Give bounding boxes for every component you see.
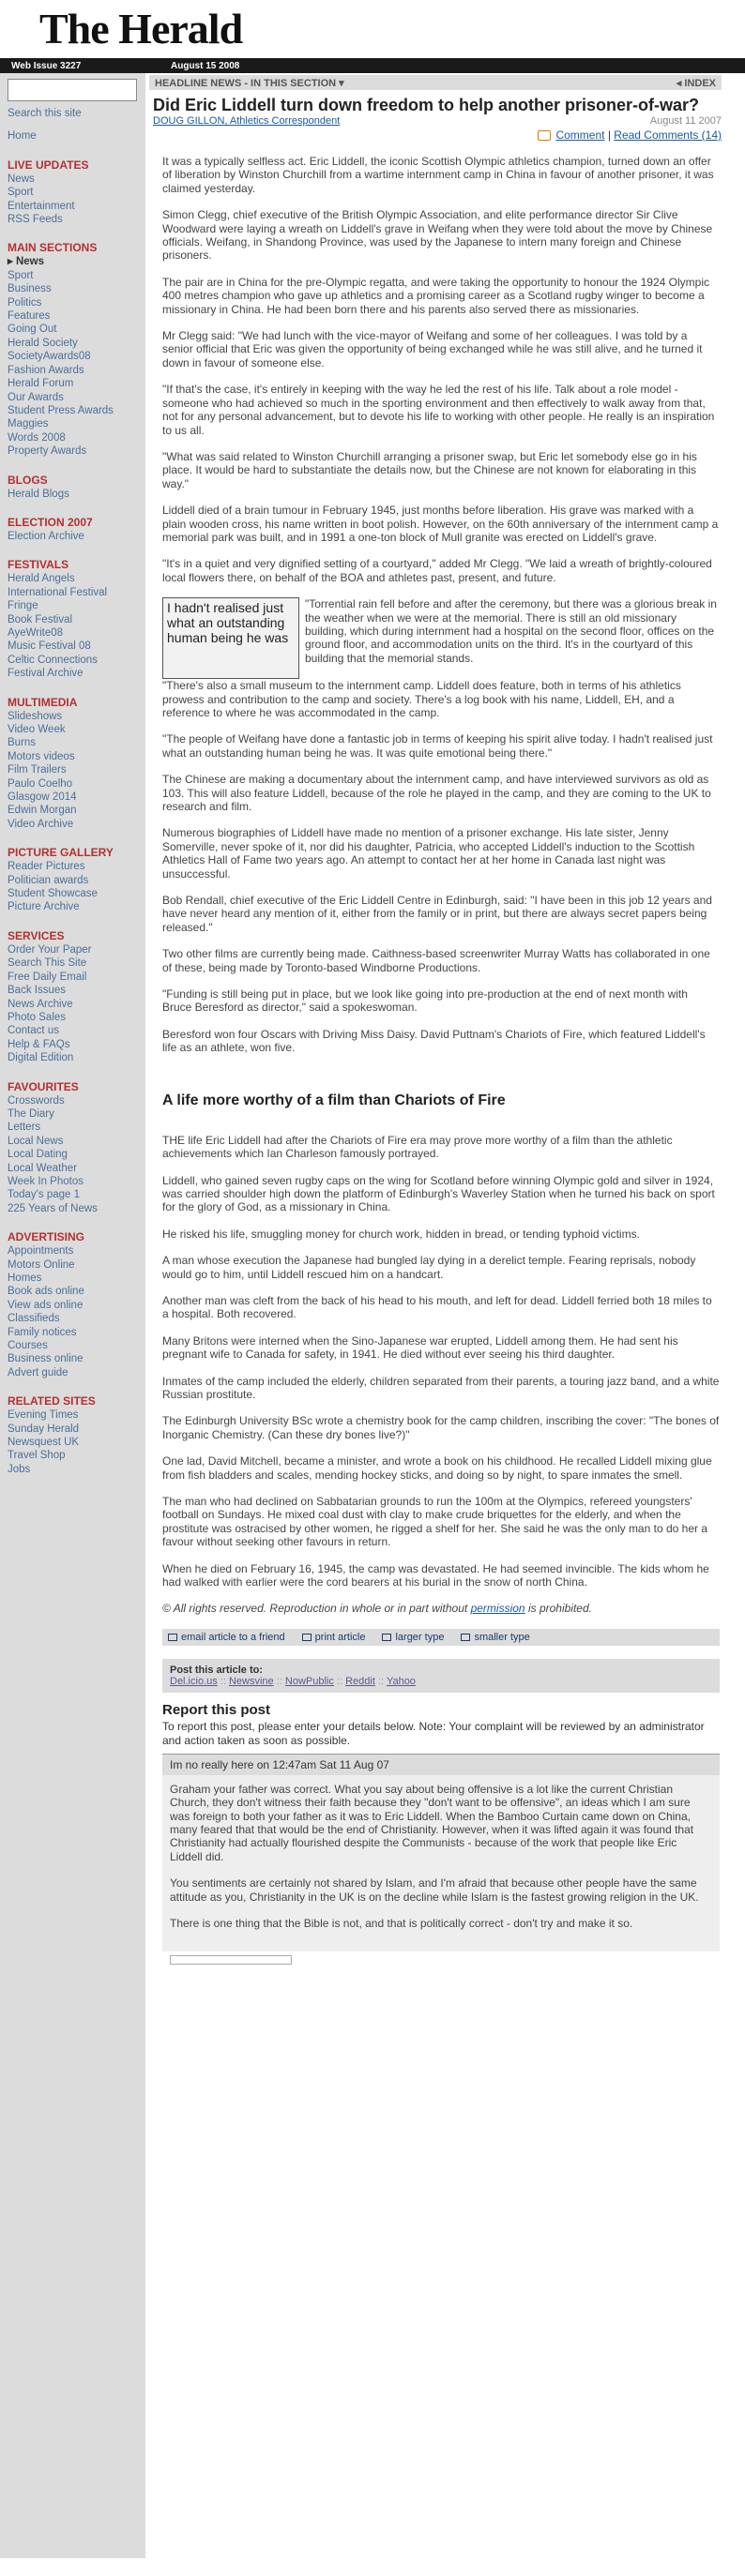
sidebar-item-week-in-photos[interactable]: Week In Photos	[8, 1175, 84, 1187]
share-separator: ::	[217, 1675, 229, 1687]
article-paragraph: "Torrential rain fell before and after the ceremony, but there was a glorious break in the weather when we were at the memorial. There is still an old missionary building, which during internment had a hospital on the second floor, offices on the ground floor, and accommodation units on the third. It's in the courtyard of this building that the memorial stands.	[305, 597, 717, 665]
sidebar-item-ayewrite08[interactable]: AyeWrite08	[8, 626, 64, 639]
section-bar	[149, 75, 722, 90]
sidebar-item-our-awards[interactable]: Our Awards	[8, 391, 64, 403]
share-links	[170, 1676, 712, 1687]
sidebar-item-election-archive[interactable]: Election Archive	[8, 530, 84, 542]
larger-type-button[interactable]	[382, 1632, 444, 1643]
sidebar-item-news[interactable]: News	[8, 173, 35, 185]
article-paragraph: "Funding is still being put in place, but we look like going into pre-production at the end of next month with Bruce Beresford as director," said a spokeswoman.	[162, 987, 688, 1015]
sidebar-item-crosswords[interactable]: Crosswords	[8, 1094, 65, 1107]
sidebar-heading-election-2007: ELECTION 2007	[8, 515, 93, 529]
sidebar-item-celtic-connections[interactable]: Celtic Connections	[8, 654, 98, 666]
sidebar-item-homes[interactable]: Homes	[8, 1273, 42, 1284]
sidebar-item-politician-awards[interactable]: Politician awards	[8, 874, 89, 886]
sidebar-item-paulo-coelho[interactable]: Paulo Coelho	[8, 777, 73, 790]
permission-link[interactable]: permission	[470, 1602, 525, 1616]
article-paragraph: "There's also a small museum to the internment camp. Liddell does feature, both in terms of his athletics prowess and contribution to the camp and society. There's a log book with his name, Liddell, EH, and a reference to where he was accommodated in the camp.	[162, 679, 681, 719]
sidebar-item-sunday-herald[interactable]: Sunday Herald	[8, 1423, 80, 1435]
article-paragraph: It was a typically selfless act. Eric Liddell, the iconic Scottish Olympic athletics champion, turned down an offer of liberation by Winston Churchill from a wartime internment camp in China in favour of another prisoner, it was claimed yesterday.	[162, 155, 714, 195]
sidebar-item-maggies[interactable]: Maggies	[8, 418, 49, 430]
sidebar-heading-multimedia: MULTIMEDIA	[8, 695, 78, 709]
comment-paragraph: There is one thing that the Bible is not, and that is politically correct - don't try and make it so.	[170, 1917, 633, 1931]
sidebar-item-motors-online[interactable]: Motors Online	[8, 1258, 75, 1271]
sidebar-item-property-awards[interactable]: Property Awards	[8, 445, 87, 458]
sidebar-item-business[interactable]: Business	[8, 283, 52, 295]
sidebar-item-225-years-of-news[interactable]: 225 Years of News	[8, 1202, 98, 1214]
article-paragraph: The Edinburgh University BSc wrote a chemistry book for the camp children, inscribing the cover: "The bones of Inorganic Chemistry. (Can these dry bones live?)"	[162, 1414, 720, 1441]
main-content	[145, 73, 729, 2558]
larger-text-icon	[382, 1634, 391, 1641]
sidebar-item-business-online[interactable]: Business online	[8, 1353, 84, 1365]
share-link-del-icio-us[interactable]: Del.icio.us	[170, 1675, 218, 1687]
article-paragraph: THE life Eric Liddell had after the Chariots of Fire era may prove more worthy of a film than the athletic achievements which Ian Charleson famously portrayed.	[162, 1133, 673, 1161]
sidebar-item-photo-sales[interactable]: Photo Sales	[8, 1011, 67, 1023]
sidebar-item-festival-archive[interactable]: Festival Archive	[8, 668, 84, 680]
article-paragraph: He risked his life, smuggling money for church work, hidden in bread, or tending typhoid victims.	[162, 1227, 640, 1241]
index-link[interactable]: ◂ INDEX	[676, 77, 716, 89]
article-paragraph: Beresford won four Oscars with Driving Miss Daisy. David Puttnam's Chariots of Fire, which featured Liddell's life as an athlete, won five.	[162, 1027, 706, 1055]
author-link[interactable]: DOUG GILLON, Athletics Correspondent	[153, 115, 341, 127]
article-paragraphs	[162, 679, 720, 1055]
sidebar-item-entertainment[interactable]: Entertainment	[8, 200, 75, 212]
issue-date: August 15 2008	[171, 60, 240, 71]
sidebar-item-letters[interactable]: Letters	[8, 1122, 41, 1134]
sidebar-item-burns[interactable]: Burns	[8, 737, 37, 749]
sidebar-item-book-festival[interactable]: Book Festival	[8, 613, 73, 625]
email-article-label: email article to a friend	[181, 1631, 285, 1643]
article-paragraph: Liddell, who gained seven rugby caps on the wing for Scotland before winning Olympic gold and silver in 1924, was carried shoulder high down the platform of Edinburgh's Waverley Station when he turned his back on sport for the glory of God, as a missionary in China.	[162, 1173, 715, 1214]
comment-link[interactable]: Comment	[555, 128, 605, 142]
comment-paragraph: You sentiments are certainly not shared by Islam, and I'm afraid that because other people have the same attitude as you, Christianity in the UK is on the decline while Islam is the fastest growing religion in the UK.	[170, 1876, 699, 1904]
sidebar-heading-services: SERVICES	[8, 928, 65, 942]
article-paragraph: The Chinese are making a documentary about the internment camp, and have interviewed survivors as old as 103. This will also feature Liddell, because of the role he played in the camp, and they are coming to the UK to research and film.	[162, 773, 711, 813]
sidebar-item-classifieds[interactable]: Classifieds	[8, 1313, 60, 1325]
herald-logo[interactable]: The Herald	[39, 5, 243, 53]
sidebar-item-picture-archive[interactable]: Picture Archive	[8, 901, 80, 913]
sidebar-item-student-press-awards[interactable]: Student Press Awards	[8, 404, 114, 416]
print-article-label: print article	[314, 1631, 366, 1643]
article-paragraph: Many Britons were interned when the Sino-Japanese war erupted, Liddell among them. He had sent his pregnant wife to Canada for safety, in 1941. He died without ever seeing his third daughter.	[162, 1333, 678, 1362]
read-comments-link[interactable]: Read Comments (14)	[614, 128, 722, 142]
sidebar-item-travel-shop[interactable]: Travel Shop	[8, 1450, 66, 1462]
smaller-type-label: smaller type	[474, 1631, 530, 1643]
share-box	[162, 1659, 720, 1693]
envelope-icon	[168, 1634, 177, 1641]
sidebar-item-motors-videos[interactable]: Motors videos	[8, 750, 75, 762]
article-paragraph: The man who had declined on Sabbatarian grounds to run the 100m at the Olympics, refereed youngsters' football on Sundays. He mixed coal dust with clay to make crude briquettes for the elderly, and when the prostitute was ostracised by other women, he rigged a shelf for her. She said he was the only man to do her a favour without seeking other favours in return.	[162, 1495, 707, 1549]
sidebar-item-film-trailers[interactable]: Film Trailers	[8, 764, 67, 776]
sidebar-item-words-2008[interactable]: Words 2008	[8, 431, 66, 444]
article-date: August 11 2007	[649, 115, 722, 127]
sidebar-item-international-festival[interactable]: International Festival	[8, 586, 108, 598]
sidebar-heading-favourites: FAVOURITES	[8, 1079, 79, 1093]
sidebar-item-sport[interactable]: Sport	[8, 187, 34, 199]
sidebar-item-glasgow-2014[interactable]: Glasgow 2014	[8, 791, 77, 804]
sidebar-item-societyawards08[interactable]: SocietyAwards08	[8, 351, 91, 363]
article-headline: Did Eric Liddell turn down freedom to help another prisoner-of-war?	[153, 96, 700, 114]
sidebar-item-local-dating[interactable]: Local Dating	[8, 1149, 68, 1161]
sidebar-heading-festivals: FESTIVALS	[8, 558, 69, 572]
article-paragraph: Numerous biographies of Liddell have made no mention of a prisoner exchange. His late sister, Jenny Somerville, never spoke of it, nor did his daughter, Patricia, who accepted Liddell's induction to the Scottish Athletics Hall of Fame two years ago. An attempt to contact her at her home in Canada last night was unsuccessful.	[162, 826, 695, 881]
section-dropdown[interactable]: HEADLINE NEWS - IN THIS SECTION ▾	[155, 77, 344, 89]
search-site-link[interactable]: Search this site	[8, 108, 82, 119]
sidebar-sections	[8, 158, 138, 1476]
comments-separator: |	[607, 128, 611, 142]
sidebar-item-contact-us[interactable]: Contact us	[8, 1025, 59, 1037]
sidebar-heading-blogs: BLOGS	[8, 473, 48, 487]
sidebar-item-digital-edition[interactable]: Digital Edition	[8, 1052, 74, 1064]
report-form-field[interactable]	[170, 1955, 292, 1965]
comment-body	[162, 1775, 720, 1951]
copyright-notice	[162, 1602, 720, 1615]
share-separator: ::	[333, 1675, 346, 1687]
sidebar	[0, 73, 145, 2558]
sidebar-item-jobs[interactable]: Jobs	[8, 1463, 31, 1475]
share-separator: ::	[374, 1675, 387, 1687]
larger-type-label: larger type	[395, 1631, 445, 1643]
article-paragraphs	[162, 155, 720, 584]
sidebar-home-link[interactable]: Home	[8, 130, 37, 143]
sidebar-item-news-archive[interactable]: News Archive	[8, 998, 73, 1010]
article-paragraph: A man whose execution the Japanese had bungled lay dying in a derelict temple. Fearing reprisals, nobody would go to him, until Liddell rescued him on a handcart.	[162, 1254, 696, 1281]
sidebar-item-reader-pictures[interactable]: Reader Pictures	[8, 861, 85, 873]
article-body	[153, 142, 720, 1965]
sidebar-item-herald-forum[interactable]: Herald Forum	[8, 378, 74, 390]
article-paragraph: "It's in a quiet and very dignified setting of a courtyard," added Mr Clegg. "We laid a wreath of brightly-coloured local flowers there, on behalf of the BOA and athletes past, present, and future.	[162, 557, 712, 584]
article-tools	[162, 1629, 720, 1646]
sidebar-heading-related-sites: RELATED SITES	[8, 1394, 96, 1409]
copyright-text: © All rights reserved. Reproduction in whole or in part without	[162, 1602, 468, 1616]
article-paragraph: "What was said related to Winston Churchill arranging a prisoner swap, but Eric let somebody else go in his place. It would be hard to substantiate the details now, but the Chinese are not known for elaborating in this way."	[162, 449, 697, 490]
sidebar-item-local-weather[interactable]: Local Weather	[8, 1162, 77, 1174]
article-paragraph: When he died on February 16, 1945, the camp was devastated. He had seemed invincible. The kids whom he had walked with earlier were the cord bearers at his burial in the snow of north China.	[162, 1561, 709, 1589]
article-subheading: A life more worthy of a film than Chariots of Fire	[162, 1092, 506, 1108]
article-paragraph: "The people of Weifang have done a fantastic job in terms of keeping his spirit alive today. I hadn't realised just what an outstanding human being he was. It was quite emotional being there."	[162, 732, 713, 760]
sidebar-item-courses[interactable]: Courses	[8, 1340, 48, 1352]
sidebar-item-help-faqs[interactable]: Help & FAQs	[8, 1038, 70, 1050]
article-paragraph: Two other films are currently being made. Caithness-based screenwriter Murray Watts has collaborated in one of these, being made by Toronto-based Windborne Productions.	[162, 947, 710, 974]
article-paragraph: Bob Rendall, chief executive of the Eric Liddell Centre in Edinburgh, said: "I have been in this job 12 years and have never heard any mention of it, either from the family or in print, but there are always secret papers being released."	[162, 894, 712, 934]
share-link-reddit[interactable]: Reddit	[345, 1675, 375, 1687]
byline-row	[153, 115, 722, 127]
sidebar-item-today-s-page-1[interactable]: Today's page 1	[8, 1189, 81, 1201]
sidebar-item-sport[interactable]: Sport	[8, 269, 34, 281]
share-link-yahoo[interactable]: Yahoo	[386, 1675, 416, 1687]
smaller-type-button[interactable]	[461, 1632, 529, 1643]
comment-meta: Im no really here on 12:47am Sat 11 Aug 07	[162, 1755, 720, 1775]
sidebar-item-going-out[interactable]: Going Out	[8, 324, 57, 336]
search-input[interactable]	[8, 79, 137, 101]
sidebar-item-local-news[interactable]: Local News	[8, 1135, 64, 1147]
share-link-newsvine[interactable]: Newsvine	[228, 1675, 274, 1687]
sidebar-item-herald-angels[interactable]: Herald Angels	[8, 573, 75, 585]
sidebar-item-newsquest-uk[interactable]: Newsquest UK	[8, 1437, 80, 1449]
pull-quote: I hadn't realised just what an outstanding human being he was	[162, 597, 299, 679]
sidebar-item-herald-society[interactable]: Herald Society	[8, 337, 78, 349]
article-paragraph: Inmates of the camp included the elderly, children separated from their parents, a touring jazz band, and a white Russian prostitute.	[162, 1374, 720, 1401]
article-paragraph: Simon Clegg, chief executive of the British Olympic Association, and elite performance director Sir Clive Woodward were laying a wreath on Liddell's grave in Weifang when they were told about the move by Chinese officials. Weifang, in Shandong Province, was used by the Japanese to intern many foreign and Chinese prisoners.	[162, 208, 713, 263]
masthead	[0, 0, 745, 58]
comment-paragraph: Graham your father was correct. What you say about being offensive is a lot like the current Christian Church, they don't witness their faith because they "don't want to be offensive", an ideas which I am sure was foreign to both your father as it was to Eric Liddell. When the Bamboo Curtain came down on China, many feared that that would be the end of Christianity. However, when it was lifted again it was found that Christianity had actually flourished despite the Communists - because of the work that people like Eric Liddell did.	[170, 1782, 694, 1863]
sidebar-item-edwin-morgan[interactable]: Edwin Morgan	[8, 805, 77, 817]
email-article-button[interactable]	[168, 1632, 285, 1643]
sidebar-item-the-diary[interactable]: The Diary	[8, 1107, 54, 1120]
sidebar-item-video-week[interactable]: Video Week	[8, 724, 66, 735]
sidebar-item-video-archive[interactable]: Video Archive	[8, 818, 74, 830]
sidebar-item-order-your-paper[interactable]: Order Your Paper	[8, 943, 92, 956]
sidebar-item-news[interactable]: ▸ News	[8, 255, 138, 268]
article-paragraph: "If that's the case, it's entirely in keeping with the way he led the rest of his life. Talk about a role model - someone who had achieved so much in the sporting environment and then effectively to walk away from that, not for any personal advancement, but to devote his life to working with other people. He really is an inspiration to us all.	[162, 383, 715, 437]
share-link-nowpublic[interactable]: NowPublic	[284, 1675, 334, 1687]
sidebar-item-features[interactable]: Features	[8, 310, 51, 323]
sidebar-item-politics[interactable]: Politics	[8, 296, 42, 309]
sidebar-item-fringe[interactable]: Fringe	[8, 600, 38, 612]
reported-comment	[162, 1754, 720, 1951]
sidebar-item-appointments[interactable]: Appointments	[8, 1245, 74, 1258]
printer-icon	[302, 1634, 312, 1641]
report-title: Report this post	[162, 1701, 270, 1718]
comments-row	[153, 128, 722, 142]
sidebar-item-herald-blogs[interactable]: Herald Blogs	[8, 488, 69, 500]
copyright-text-end: is prohibited.	[527, 1602, 592, 1616]
report-instructions: To report this post, please enter your details below. Note: Your complaint will be reviewed by an administrator and action taken as soon as possible.	[162, 1719, 705, 1747]
sidebar-item-evening-times[interactable]: Evening Times	[8, 1409, 79, 1422]
article-paragraph: The pair are in China for the pre-Olympic regatta, and were taking the opportunity to honour the 1924 Olympic 400 metres champion who gave up athletics and a promising career as a Scotland rugby winger to become a missionary in China. He had been born there and his parents also served there as missionaries.	[162, 275, 709, 316]
article-paragraphs	[162, 1134, 720, 1589]
sidebar-item-view-ads-online[interactable]: View ads online	[8, 1299, 84, 1311]
article-paragraph: One lad, David Mitchell, became a minister, and wrote a book on his childhood. He recalled Liddell mixing glue from fish bladders and scales, mending hockey sticks, and doing so by night, to spare inmates the smell.	[162, 1454, 712, 1482]
sidebar-item-rss-feeds[interactable]: RSS Feeds	[8, 214, 63, 226]
article-paragraph: Mr Clegg said: "We had lunch with the vice-mayor of Weifang and some of her colleagues. I was told by a senior official that Eric was given the opportunity of being exchanged while he was still alive, and he turned it down in favour of someone else.	[162, 329, 703, 369]
issue-bar	[0, 58, 745, 73]
sidebar-item-free-daily-email[interactable]: Free Daily Email	[8, 971, 87, 983]
article-paragraph: Another man was cleft from the back of his head to his mouth, and left for dead. Liddell ferried both 18 miles to a hospital. Both recovered.	[162, 1293, 712, 1321]
sidebar-item-advert-guide[interactable]: Advert guide	[8, 1366, 68, 1378]
share-separator: ::	[273, 1675, 285, 1687]
share-title: Post this article to:	[170, 1664, 264, 1676]
sidebar-item-fashion-awards[interactable]: Fashion Awards	[8, 364, 84, 376]
comment-icon	[538, 130, 551, 141]
sidebar-item-book-ads-online[interactable]: Book ads online	[8, 1286, 84, 1298]
print-article-button[interactable]	[302, 1632, 366, 1643]
report-section	[162, 1702, 720, 1965]
smaller-text-icon	[461, 1634, 470, 1641]
sidebar-item-family-notices[interactable]: Family notices	[8, 1326, 77, 1338]
sidebar-item-search-this-site[interactable]: Search This Site	[8, 957, 87, 970]
web-issue-number: Web Issue 3227	[11, 60, 82, 71]
sidebar-item-music-festival-08[interactable]: Music Festival 08	[8, 640, 91, 653]
sidebar-item-student-showcase[interactable]: Student Showcase	[8, 888, 98, 900]
sidebar-heading-picture-gallery: PICTURE GALLERY	[8, 846, 114, 860]
article-paragraph: Liddell died of a brain tumour in February 1945, just months before liberation. His grave was marked with a plain wooden cross, his name written in boot polish. However, on the 60th anniversary of the internment camp a memorial park was built, and in 1991 a one-ton block of Mull granite was erected on Liddell's grave.	[162, 504, 719, 544]
sidebar-heading-live-updates: LIVE UPDATES	[8, 158, 89, 172]
sidebar-heading-main-sections: MAIN SECTIONS	[8, 241, 98, 255]
sidebar-item-back-issues[interactable]: Back Issues	[8, 985, 66, 997]
sidebar-item-slideshows[interactable]: Slideshows	[8, 710, 63, 722]
sidebar-heading-advertising: ADVERTISING	[8, 1230, 85, 1244]
